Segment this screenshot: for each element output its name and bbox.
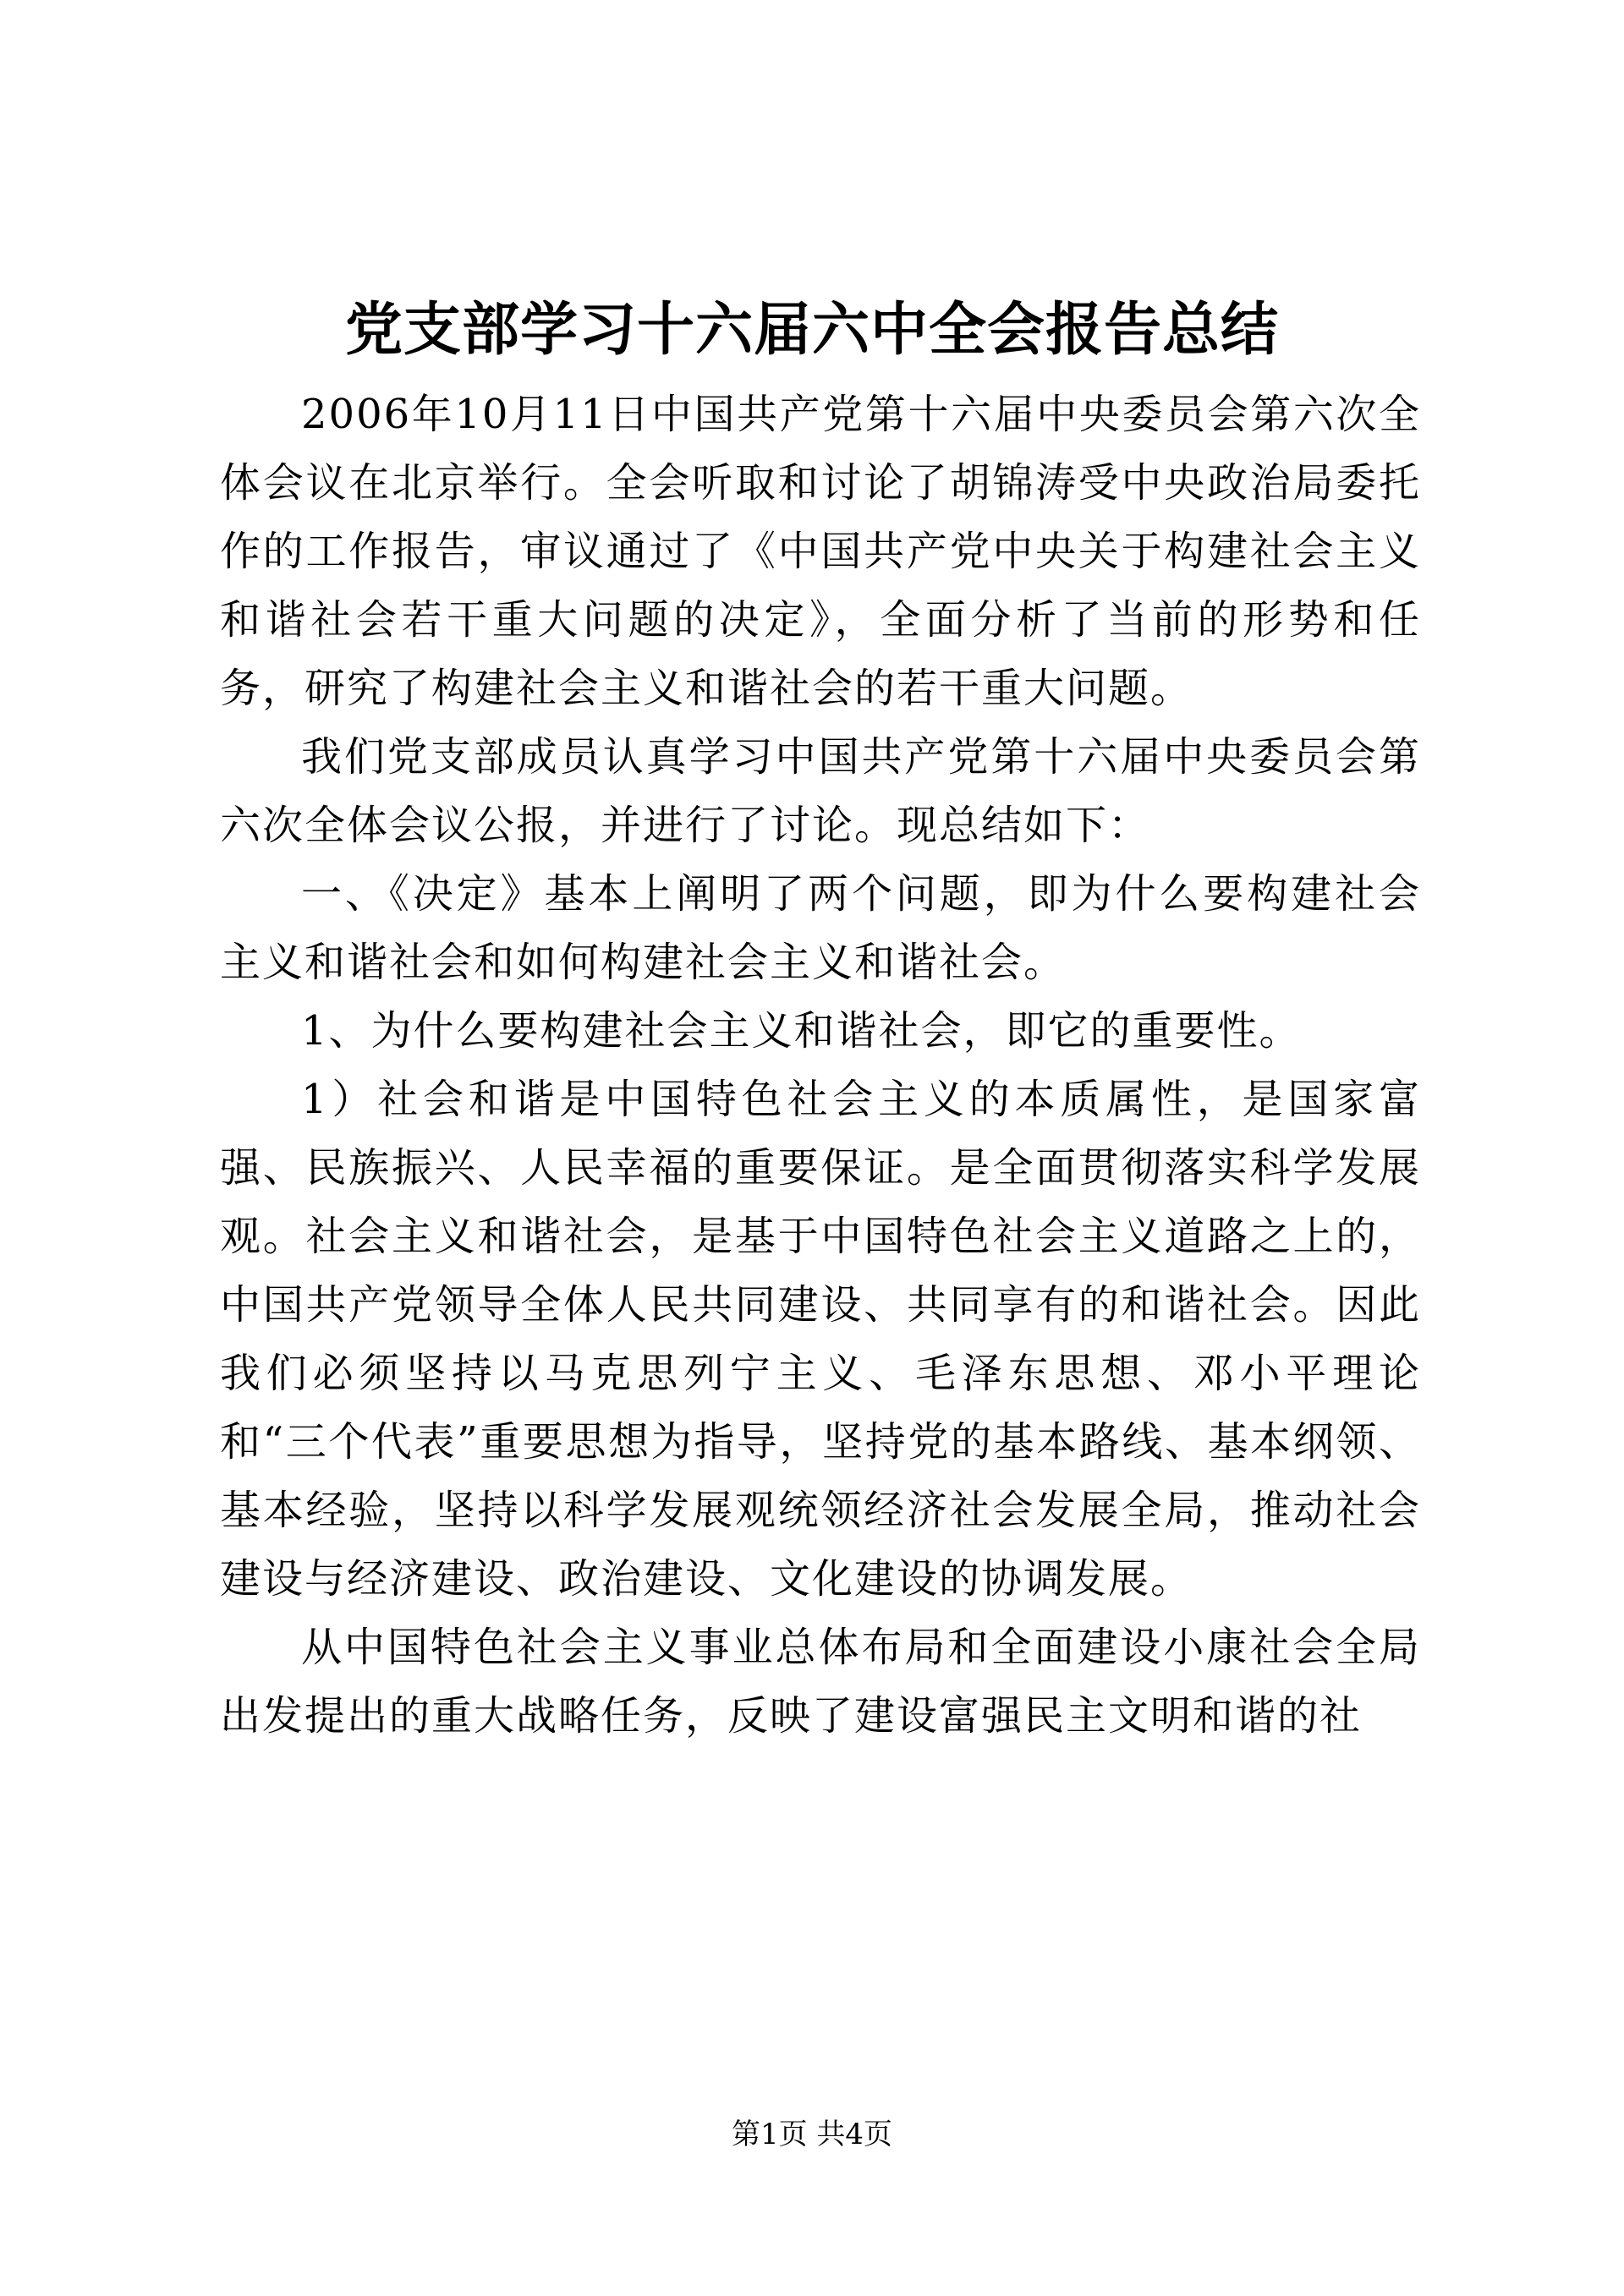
paragraph-2: 我们党支部成员认真学习中国共产党第十六届中央委员会第六次全体会议公报，并进行了讨论。现总结如下： xyxy=(220,733,1421,849)
paragraph-1: 2006年10月11日中国共产党第十六届中央委员会第六次全体会议在北京举行。全会听取和讨论了胡锦涛受中央政治局委托作的工作报告，审议通过了《中国共产党中央关于构建社会主义和谐社会若干重大问题的决定》，全面分析了当前的形势和任务，研究了构建社会主义和谐社会的若干重大问题。 xyxy=(220,391,1421,712)
page-footer: 第1页 共4页 xyxy=(731,2118,893,2151)
document-title: 党支部学习十六届六中全会报告总结 xyxy=(344,296,1279,364)
document-body xyxy=(220,381,1421,1751)
paragraph-5: 1）社会和谐是中国特色社会主义的本质属性，是国家富强、民族振兴、人民幸福的重要保证。是全面贯彻落实科学发展观。社会主义和谐社会，是基于中国特色社会主义道路之上的，中国共产党领导全体人民共同建设、共同享有的和谐社会。因此我们必须坚持以马克思列宁主义、毛泽东思想、邓小平理论和“三个代表”重要思想为指导，坚持党的基本路线、基本纲领、基本经验，坚持以科学发展观统领经济社会发展全局，推动社会建设与经济建设、政治建设、文化建设的协调发展。 xyxy=(220,1076,1421,1603)
paragraph-6: 从中国特色社会主义事业总体布局和全面建设小康社会全局出发提出的重大战略任务，反映了建设富强民主文明和谐的社 xyxy=(220,1624,1421,1740)
paragraph-4: 1、为什么要构建社会主义和谐社会，即它的重要性。 xyxy=(301,1007,1302,1055)
paragraph-3: 一、《决定》基本上阐明了两个问题，即为什么要构建社会主义和谐社会和如何构建社会主义和谐社会。 xyxy=(220,870,1421,986)
